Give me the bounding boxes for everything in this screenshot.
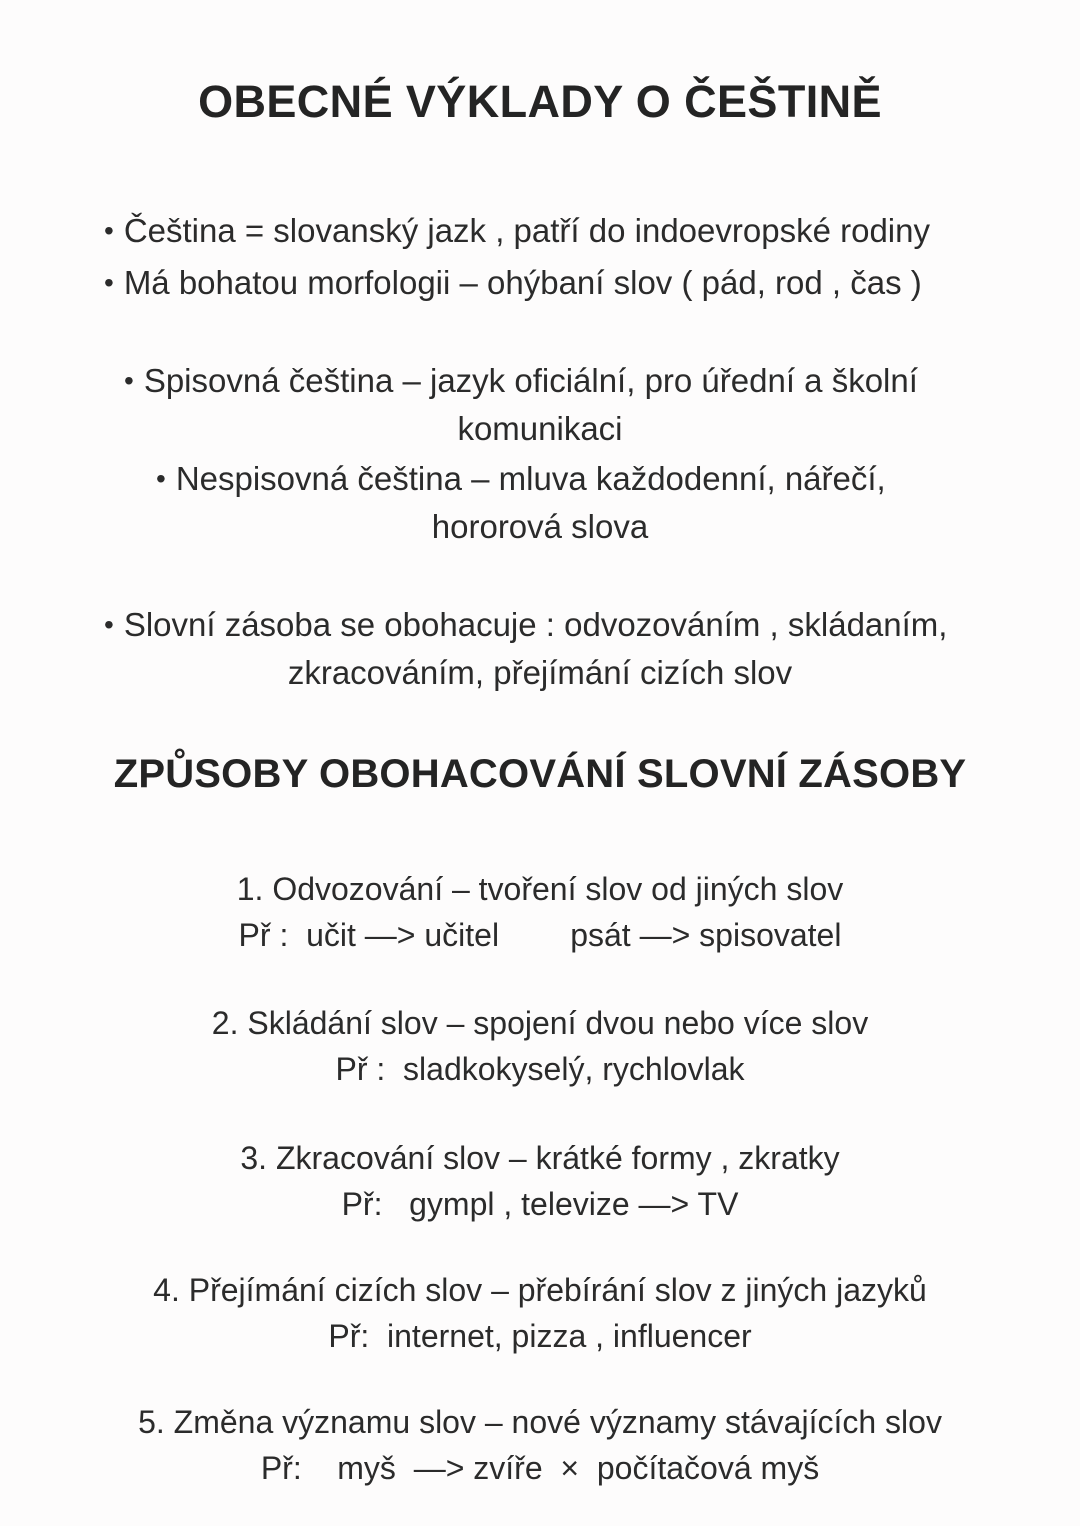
list-item <box>0 1404 1080 1488</box>
page-title: OBECNÉ VÝKLADY O ČEŠTINĚ <box>198 76 882 127</box>
bullet-item-bohata-morfologie <box>104 264 922 303</box>
bullet-item-nespisovna-cestina <box>156 460 886 499</box>
bullet-text: Nespisovná čeština – mluva každodenní, nářečí, <box>175 460 886 497</box>
bullet-text: Má bohatou morfologii – ohýbaní slov ( pád, rod , čas ) <box>123 264 922 301</box>
list-item-example: Př : sladkokyselý, rychlovlak <box>335 1050 745 1087</box>
bullet-item-spisovna-cestina <box>124 362 918 401</box>
bullet-point-icon: • <box>124 365 134 396</box>
list-item <box>0 1140 1080 1224</box>
list-item <box>0 1005 1080 1089</box>
bullet-text: Slovní zásoba se obohacuje : odvozováním , skládaním, <box>123 606 948 643</box>
list-item-title: 4. Přejímání cizích slov – přebírání slov z jiných jazyků <box>153 1272 927 1308</box>
bullet-point-icon: • <box>156 463 166 494</box>
list-item-example: Př: myš —> zvíře × počítačová myš <box>260 1449 820 1486</box>
list-item <box>0 871 1080 955</box>
list-item-title: 1. Odvozování – tvoření slov od jiných slov <box>236 871 844 907</box>
bullet-item-cestina-slovansky <box>104 212 930 251</box>
list-item-example: Př: internet, pizza , influencer <box>328 1317 752 1354</box>
list-item-title: 3. Zkracování slov – krátké formy , zkratky <box>240 1140 840 1176</box>
bullet-point-icon: • <box>104 267 114 298</box>
list-item-example: Př : učit —> učitel psát —> spisovatel <box>238 916 842 953</box>
bullet-point-icon: • <box>104 215 114 246</box>
list-item <box>0 1272 1080 1356</box>
list-item-title: 2. Skládání slov – spojení dvou nebo více slov <box>211 1005 869 1041</box>
bullet-text: Čeština = slovanský jazk , patří do indoevropské rodiny <box>123 212 930 249</box>
bullet-continuation-slovni-zasoba: zkracováním, přejímání cizích slov <box>287 654 793 691</box>
list-item-title: 5. Změna významu slov – nové významy stávajících slov <box>138 1404 942 1440</box>
bullet-item-slovni-zasoba <box>104 606 947 645</box>
bullet-continuation-nespisovna: hororová slova <box>431 508 649 545</box>
bullet-continuation-spisovna: komunikaci <box>457 410 623 447</box>
bullet-point-icon: • <box>104 609 114 640</box>
bullet-text: Spisovná čeština – jazyk oficiální, pro úřední a školní <box>143 362 918 399</box>
list-item-example: Př: gympl , televize —> TV <box>341 1185 739 1222</box>
section-title-zpusoby-obohacovani: ZPŮSOBY OBOHACOVÁNÍ SLOVNÍ ZÁSOBY <box>113 752 967 796</box>
